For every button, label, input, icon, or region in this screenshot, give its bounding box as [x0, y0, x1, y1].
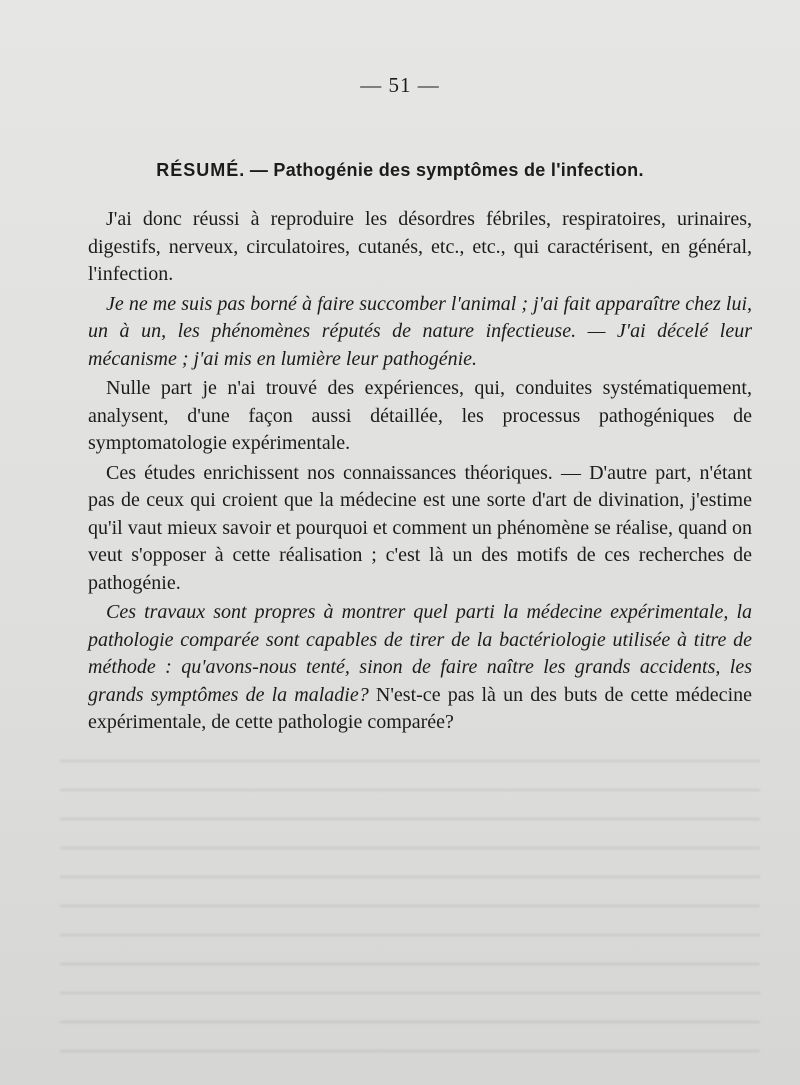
page-number: — 51 —	[360, 73, 440, 97]
paragraph-3: Nulle part je n'ai trouvé des expériences, qui, conduites systématiquement, analysent, d'une façon aussi détaillée, les processus pathogéniques de symptomatologie expérimentale.	[88, 377, 752, 454]
paragraph-5-roman: N'est-ce pas là un des buts de cette médecine expérimentale, de cette pathologie comparée?	[88, 683, 752, 733]
body-text	[88, 206, 752, 739]
paragraph-4: Ces études enrichissent nos connaissances théoriques. — D'autre part, n'étant pas de ceux qui croient que la médecine est une sorte d'art de divination, j'estime qu'il vaut mieux savoir et pourquoi et comment un phénomène se réalise, quand on veut s'opposer à cette réalisation ; c'est là un des motifs de ces recherches de pathogénie.	[88, 461, 752, 594]
bleed-through-texture	[60, 740, 760, 1060]
heading-title: . — Pathogénie des symptômes de l'infection.	[239, 160, 644, 180]
paragraph-2: Je ne me suis pas borné à faire succomber l'animal ; j'ai fait apparaître chez lui, un à un, les phénomènes réputés de nature infectieuse. — J'ai décelé leur mécanisme ; j'ai mis en lumière leur pathogénie.	[88, 292, 752, 370]
paragraph-5	[88, 599, 752, 737]
paragraph-5-italic: Ces travaux sont propres à montrer quel parti la médecine expérimentale, la pathologie comparée sont capables de tirer de la bactériologie utilisée à titre de méthode : qu'avons-nous tenté, sinon de faire naître les grands accidents, les grands symptômes de la maladie?	[88, 601, 752, 706]
paragraph-1: J'ai donc réussi à reproduire les désordres fébriles, respiratoires, urinaires, digestifs, nerveux, circulatoires, cutanés, etc., etc., qui caractérisent, en général, l'infection.	[88, 208, 752, 285]
heading-resume: RÉSUMÉ	[156, 160, 240, 180]
section-heading	[0, 160, 800, 181]
